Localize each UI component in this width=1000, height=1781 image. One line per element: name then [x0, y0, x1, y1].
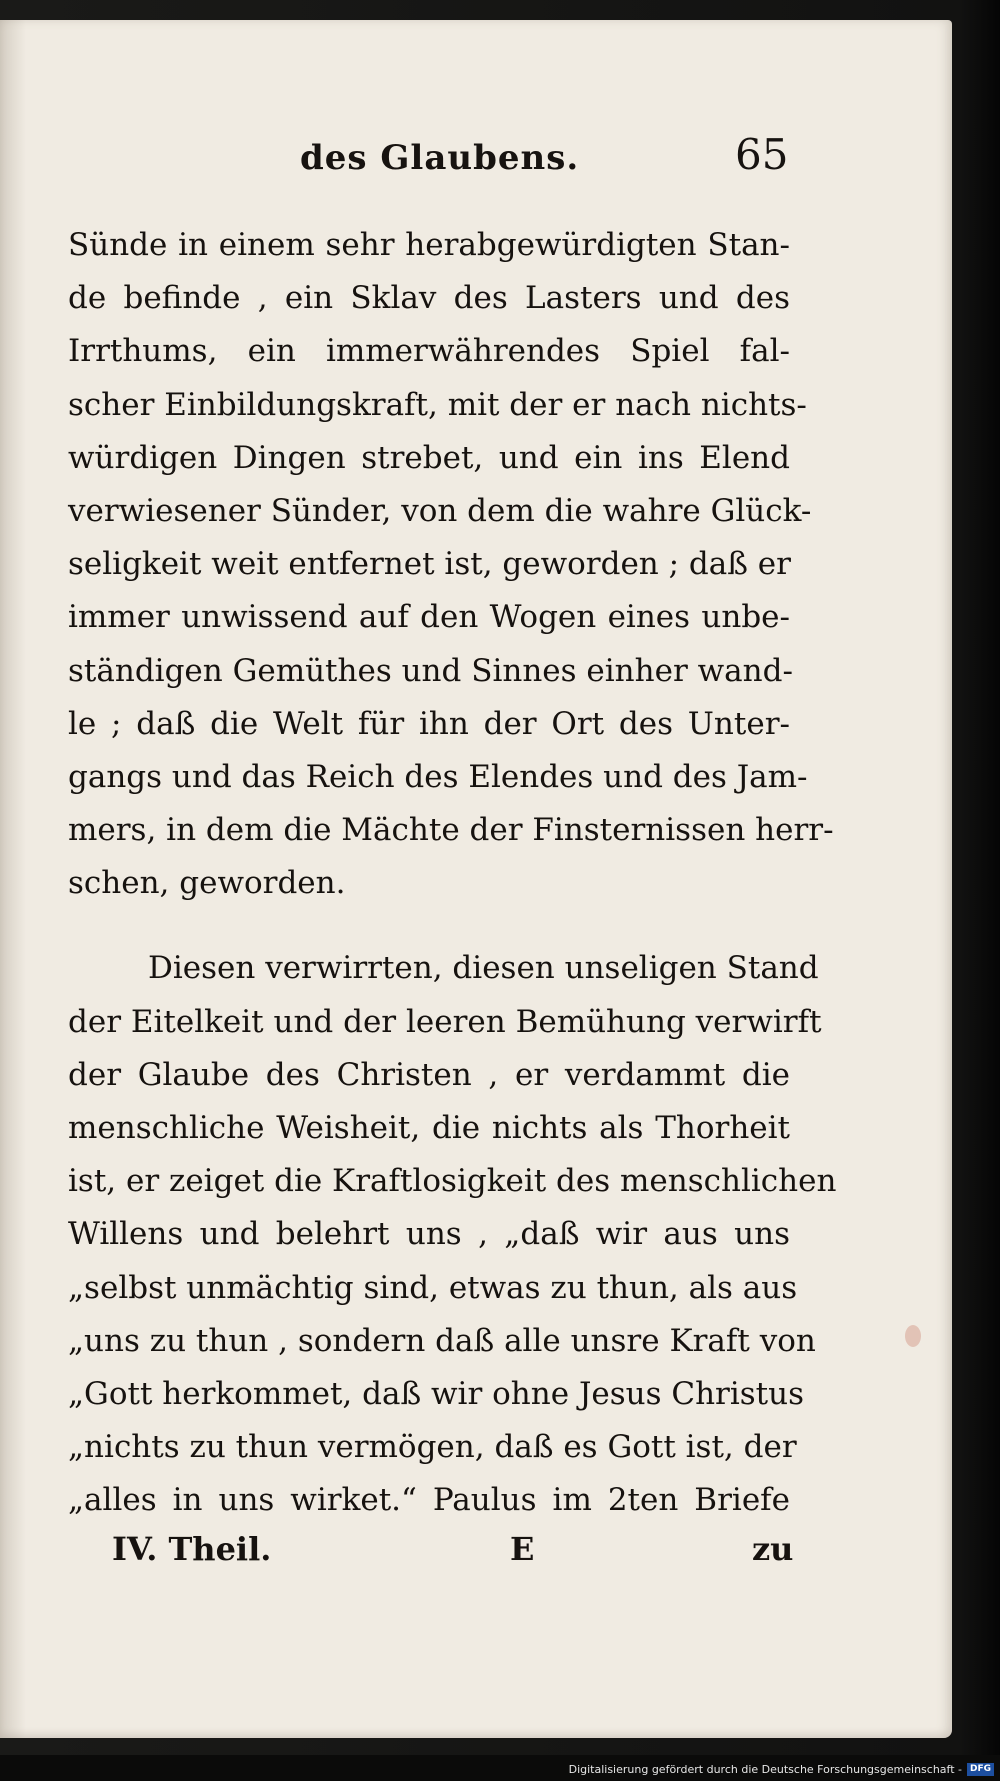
paper-stain	[905, 1325, 921, 1347]
credit-text: Digitalisierung gefördert durch die Deutsche Forschungsgemeinschaft -	[568, 1762, 962, 1776]
book-page	[0, 20, 952, 1738]
text-line: „Gott herkommet, daß wir ohne Jesus Christus	[68, 1375, 805, 1412]
text-line: scher Einbildungskraft, mit der er nach nichts-	[68, 386, 807, 423]
text-line: ist, er zeiget die Kraftlosigkeit des menschlichen	[68, 1163, 837, 1200]
text-line: le ; daß die Welt für ihn der Ort des Unter-	[68, 705, 790, 742]
text-line: der Glaube des Christen , er verdammt die	[68, 1056, 790, 1093]
page-header	[0, 130, 952, 188]
text-line: Sünde in einem sehr herabgewürdigten Stan-	[68, 227, 790, 263]
text-line: seligkeit weit entfernet ist, geworden ; daß er	[68, 546, 791, 583]
text-line: verwiesener Sünder, von dem die wahre Glück-	[68, 492, 812, 529]
paragraph-gap	[68, 910, 790, 942]
text-line: mers, in dem die Mächte der Finsternissen herr-	[68, 812, 834, 849]
text-line: schen, geworden.	[68, 865, 346, 902]
catchword: zu	[752, 1530, 794, 1568]
text-line: Irrthums, ein immerwährendes Spiel fal-	[68, 333, 790, 370]
text-line: gangs und das Reich des Elendes und des Jam-	[68, 758, 808, 795]
text-line: „uns zu thun , sondern daß alle unsre Kraft von	[68, 1322, 816, 1359]
text-line: würdigen Dingen strebet, und ein ins Elend	[68, 439, 790, 476]
page-footer	[0, 1530, 952, 1580]
running-title: des Glaubens.	[300, 138, 580, 178]
text-line: „selbst unmächtig sind, etwas zu thun, als aus	[68, 1269, 798, 1306]
signature-mark: E	[510, 1530, 535, 1568]
text-line: Diesen verwirrten, diesen unseligen Stand	[148, 950, 819, 987]
text-line: menschliche Weisheit, die nichts als Thorheit	[68, 1110, 790, 1146]
text-line: der Eitelkeit und der leeren Bemühung verwirft	[68, 1003, 822, 1040]
page-number: 65	[735, 130, 789, 179]
signature-label: IV. Theil.	[112, 1530, 272, 1568]
text-line: immer unwissend auf den Wogen eines unbe-	[68, 599, 790, 636]
text-line: Willens und belehrt uns , „daß wir aus uns	[68, 1216, 790, 1253]
text-line: de befinde , ein Sklav des Lasters und des	[68, 280, 790, 317]
text-line: ständigen Gemüthes und Sinnes einher wand-	[68, 652, 793, 689]
text-line: „alles in uns wirket.“ Paulus im 2ten Briefe	[68, 1482, 790, 1519]
dfg-logo: DFG	[967, 1763, 994, 1776]
body-text	[68, 219, 837, 1528]
digitization-credit	[569, 1760, 994, 1778]
text-line: „nichts zu thun vermögen, daß es Gott ist, der	[68, 1429, 797, 1466]
